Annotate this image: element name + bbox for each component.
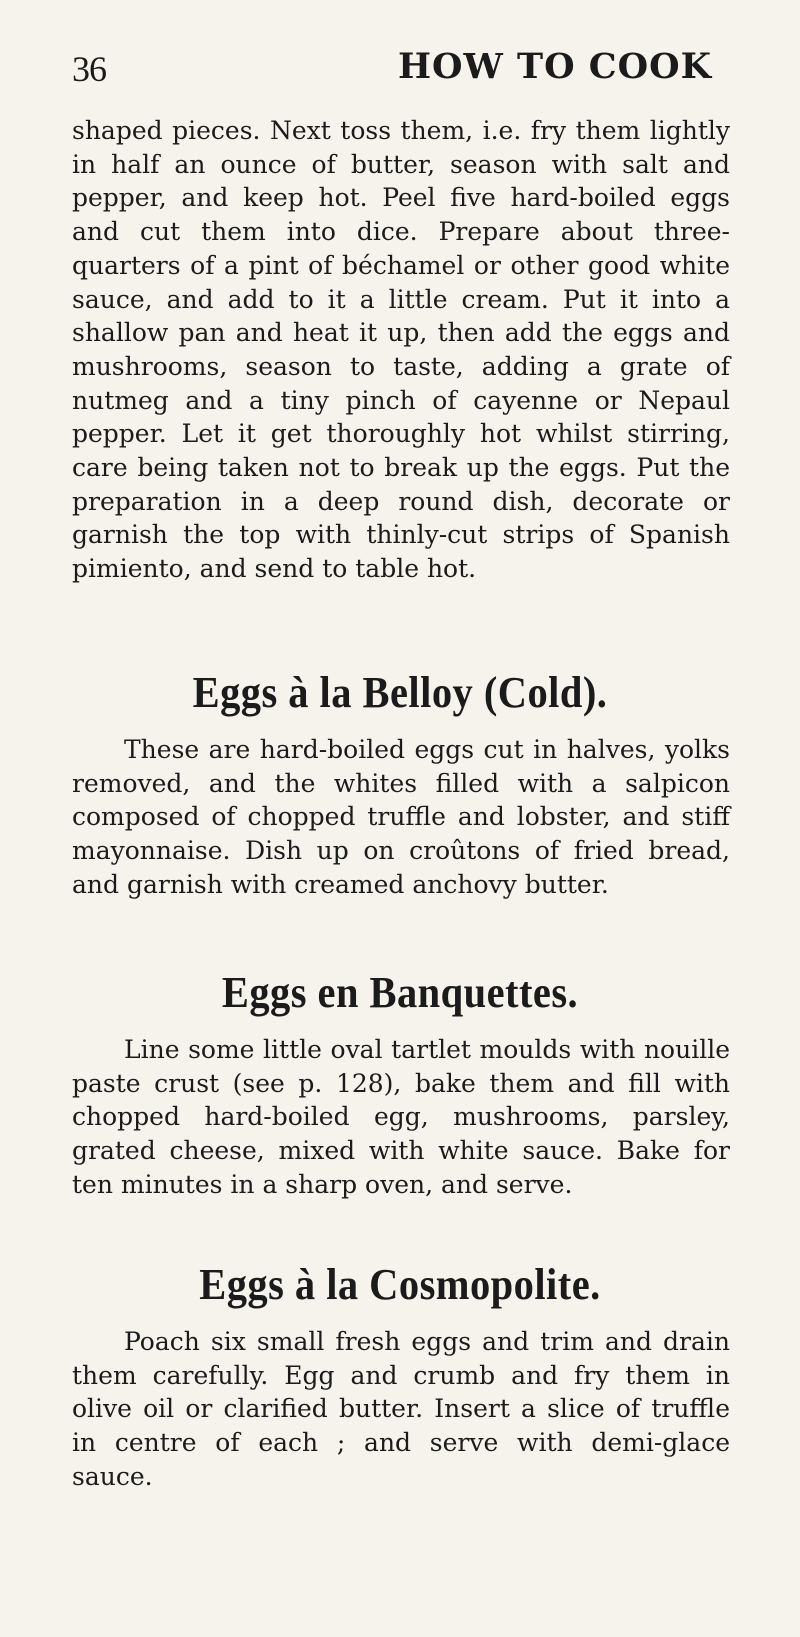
recipe-title-cosmopolite: Eggs à la Cosmopolite. xyxy=(199,1260,601,1309)
recipe-body-banquettes: Line some little oval tartlet moulds with nouille paste crust (see p. 128), bake them and fill with chopped hard-boiled egg, mushrooms, parsley, grated cheese, mixed with white sauce. Bake for ten minutes in a sharp oven, and serve. xyxy=(72,1035,730,1199)
recipe-body-belloy: These are hard-boiled eggs cut in halves, yolks removed, and the whites filled with a salpicon composed of chopped truffle and lobster, and stiff mayonnaise. Dish up on croûtons of fried bread, and garnish with creamed anchovy butter. xyxy=(72,735,730,899)
running-head: HOW TO COOK xyxy=(397,46,712,87)
intro-paragraph: shaped pieces. Next toss them, i.e. fry them lightly in half an ounce of butter, season with salt and pepper, and keep hot. Peel five hard-boiled eggs and cut them into dice. Prepare about three-quarters of a pint of béchamel or other good white sauce, and add to it a little cream. Put it into a shallow pan and heat it up, then add the eggs and mushrooms, season to taste, adding a grate of nutmeg and a tiny pinch of cayenne or Nepaul pepper. Let it get thoroughly hot whilst stirring, care being taken not to break up the eggs. Put the preparation in a deep round dish, decorate or garnish the top with thinly-cut strips of Spanish pimiento, and send to table hot. xyxy=(72,116,730,584)
page-header xyxy=(72,42,712,90)
recipe-title-banquettes: Eggs en Banquettes. xyxy=(221,968,579,1017)
page-number: 36 xyxy=(72,49,106,89)
recipe-title-belloy: Eggs à la Belloy (Cold). xyxy=(192,668,608,717)
recipe-body-cosmopolite: Poach six small fresh eggs and trim and drain them carefully. Egg and crumb and fry them in olive oil or clarified butter. Insert a slice of truffle in centre of each ; and serve with demi-glace sauce. xyxy=(72,1327,730,1491)
